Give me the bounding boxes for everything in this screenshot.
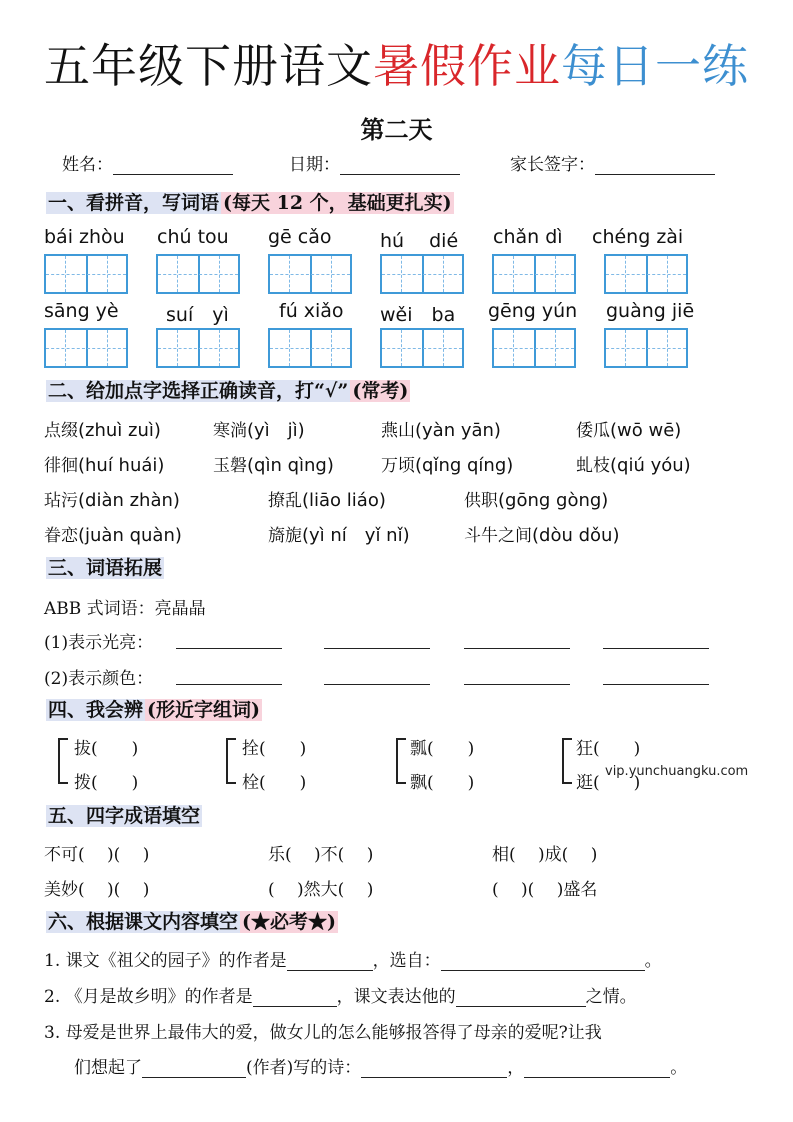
- writing-grid[interactable]: [380, 328, 464, 368]
- brace: [396, 738, 406, 784]
- writing-grid[interactable]: [604, 328, 688, 368]
- pinyin: guàng jiē: [606, 300, 695, 322]
- title-blue: 每日一练: [561, 39, 749, 93]
- answer-line[interactable]: [441, 954, 645, 971]
- reading-item[interactable]: 旖旎(yì ní yǐ nǐ): [268, 525, 410, 546]
- fill-question-3-cont: 们想起了 (作者)写的诗： ， 。: [74, 1058, 688, 1078]
- section-5-title: 五、四字成语填空: [48, 805, 201, 827]
- parent-signature-field[interactable]: [510, 150, 715, 175]
- answer-line[interactable]: [456, 990, 586, 1007]
- section-1-note: (每天 12 个，基础更扎实): [223, 192, 452, 214]
- idiom-item[interactable]: 不可( )( ): [44, 845, 150, 865]
- section-6-heading: [44, 907, 338, 937]
- pinyin: chú tou: [157, 226, 229, 248]
- section-1-heading: [44, 188, 454, 218]
- fill-question-1: 1. 课文《祖父的园子》的作者是 ，选自： 。: [44, 951, 662, 971]
- section-4-note: (形近字组词): [147, 699, 260, 721]
- similar-char-item[interactable]: 逛( ): [576, 773, 641, 793]
- pinyin: gē cǎo: [268, 226, 332, 248]
- pinyin: fú xiǎo: [279, 300, 344, 322]
- name-field[interactable]: [62, 150, 233, 175]
- pinyin: gēng yún: [488, 300, 578, 322]
- answer-line[interactable]: [324, 666, 430, 685]
- answer-line[interactable]: [176, 630, 282, 649]
- writing-grid[interactable]: [44, 254, 128, 294]
- fill-question-2: 2. 《月是故乡明》的作者是 ，课文表达他的 之情。: [44, 987, 637, 1007]
- writing-grid[interactable]: [380, 254, 464, 294]
- reading-item[interactable]: 玷污(diàn zhàn): [44, 490, 180, 511]
- reading-item[interactable]: 点缀(zhuì zuì): [44, 420, 161, 441]
- pinyin: chǎn dì: [493, 226, 563, 248]
- answer-line[interactable]: [603, 630, 709, 649]
- reading-item[interactable]: 徘徊(huí huái): [44, 455, 165, 476]
- section-2-note: (常考): [352, 380, 409, 402]
- similar-char-item[interactable]: 狂( ): [576, 739, 641, 759]
- answer-line[interactable]: [324, 630, 430, 649]
- reading-item[interactable]: 玉磐(qìn qìng): [213, 455, 334, 476]
- idiom-item[interactable]: 乐( )不( ): [268, 845, 374, 865]
- answer-line[interactable]: [464, 666, 570, 685]
- page-title: [0, 38, 793, 94]
- day-label: 第二天: [360, 115, 433, 144]
- section-6-title: 六、根据课文内容填空: [48, 911, 239, 933]
- idiom-item[interactable]: 美妙( )( ): [44, 880, 150, 900]
- reading-item[interactable]: 供职(gōng gòng): [464, 490, 609, 511]
- writing-grid[interactable]: [44, 328, 128, 368]
- answer-line[interactable]: [603, 666, 709, 685]
- writing-grid[interactable]: [268, 328, 352, 368]
- answer-line[interactable]: [524, 1061, 670, 1078]
- writing-grid[interactable]: [156, 254, 240, 294]
- similar-char-item[interactable]: 瓢( ): [410, 739, 475, 759]
- answer-line[interactable]: [176, 666, 282, 685]
- reading-item[interactable]: 倭瓜(wō wē): [576, 420, 682, 441]
- section-2-title: 二、给加点字选择正确读音，打“√”: [48, 380, 349, 402]
- reading-item[interactable]: 眷恋(juàn quàn): [44, 525, 182, 546]
- reading-item[interactable]: 万顷(qǐng qíng): [381, 455, 514, 476]
- pinyin: bái zhòu: [44, 226, 125, 248]
- abb-question-2: (2)表示颜色：: [44, 669, 154, 689]
- reading-item[interactable]: 寒淌(yì jì): [213, 420, 305, 441]
- section-4-title: 四、我会辨: [48, 699, 144, 721]
- section-4-heading: [44, 695, 262, 725]
- writing-grid[interactable]: [492, 328, 576, 368]
- watermark: vip.yunchuangku.com: [605, 764, 749, 779]
- section-3-title: 三、词语拓展: [48, 557, 163, 579]
- date-field[interactable]: [289, 150, 460, 175]
- idiom-item[interactable]: ( )( )盛名: [492, 880, 598, 900]
- abb-example: ABB 式词语：亮晶晶: [44, 599, 206, 619]
- idiom-item[interactable]: 相( )成( ): [492, 845, 598, 865]
- reading-item[interactable]: 虬枝(qiú yóu): [576, 455, 691, 476]
- date-label: 日期：: [289, 155, 340, 175]
- similar-char-item[interactable]: 拔( ): [74, 739, 139, 759]
- writing-grid[interactable]: [156, 328, 240, 368]
- fill-question-3: 3. 母爱是世界上最伟大的爱，做女儿的怎么能够报答得了母亲的爱呢?让我: [44, 1023, 602, 1043]
- section-1-title: 一、看拼音，写词语: [48, 192, 220, 214]
- similar-char-item[interactable]: 飘( ): [410, 773, 475, 793]
- section-3-heading: [44, 553, 164, 583]
- title-red: 暑假作业: [373, 39, 561, 93]
- answer-line[interactable]: [464, 630, 570, 649]
- similar-char-item[interactable]: 拴( ): [242, 739, 307, 759]
- answer-line[interactable]: [287, 954, 373, 971]
- pinyin: sāng yè: [44, 300, 119, 322]
- reading-item[interactable]: 撩乱(liāo liáo): [268, 490, 386, 511]
- pinyin: hú dié: [380, 230, 459, 252]
- section-6-note: (★必考★): [242, 911, 336, 933]
- brace: [226, 738, 236, 784]
- title-black: 五年级下册语文: [44, 39, 373, 93]
- abb-question-1: (1)表示光亮：: [44, 633, 154, 653]
- similar-char-item[interactable]: 拨( ): [74, 773, 139, 793]
- section-5-heading: [44, 801, 202, 831]
- parent-label: 家长签字：: [510, 155, 595, 175]
- name-label: 姓名：: [62, 155, 113, 175]
- writing-grid[interactable]: [604, 254, 688, 294]
- pinyin: chéng zài: [592, 226, 684, 248]
- brace: [562, 738, 572, 784]
- writing-grid[interactable]: [268, 254, 352, 294]
- answer-line[interactable]: [142, 1061, 246, 1078]
- reading-item[interactable]: 燕山(yàn yān): [381, 420, 501, 441]
- pinyin: wěi ba: [380, 304, 456, 326]
- reading-item[interactable]: 斗牛之间(dòu dǒu): [464, 525, 620, 546]
- brace: [58, 738, 68, 784]
- writing-grid[interactable]: [492, 254, 576, 294]
- answer-line[interactable]: [253, 990, 337, 1007]
- answer-line[interactable]: [361, 1061, 507, 1078]
- similar-char-item[interactable]: 栓( ): [242, 773, 307, 793]
- section-2-heading: [44, 376, 410, 406]
- idiom-item[interactable]: ( )然大( ): [268, 880, 374, 900]
- pinyin: suí yì: [166, 304, 229, 326]
